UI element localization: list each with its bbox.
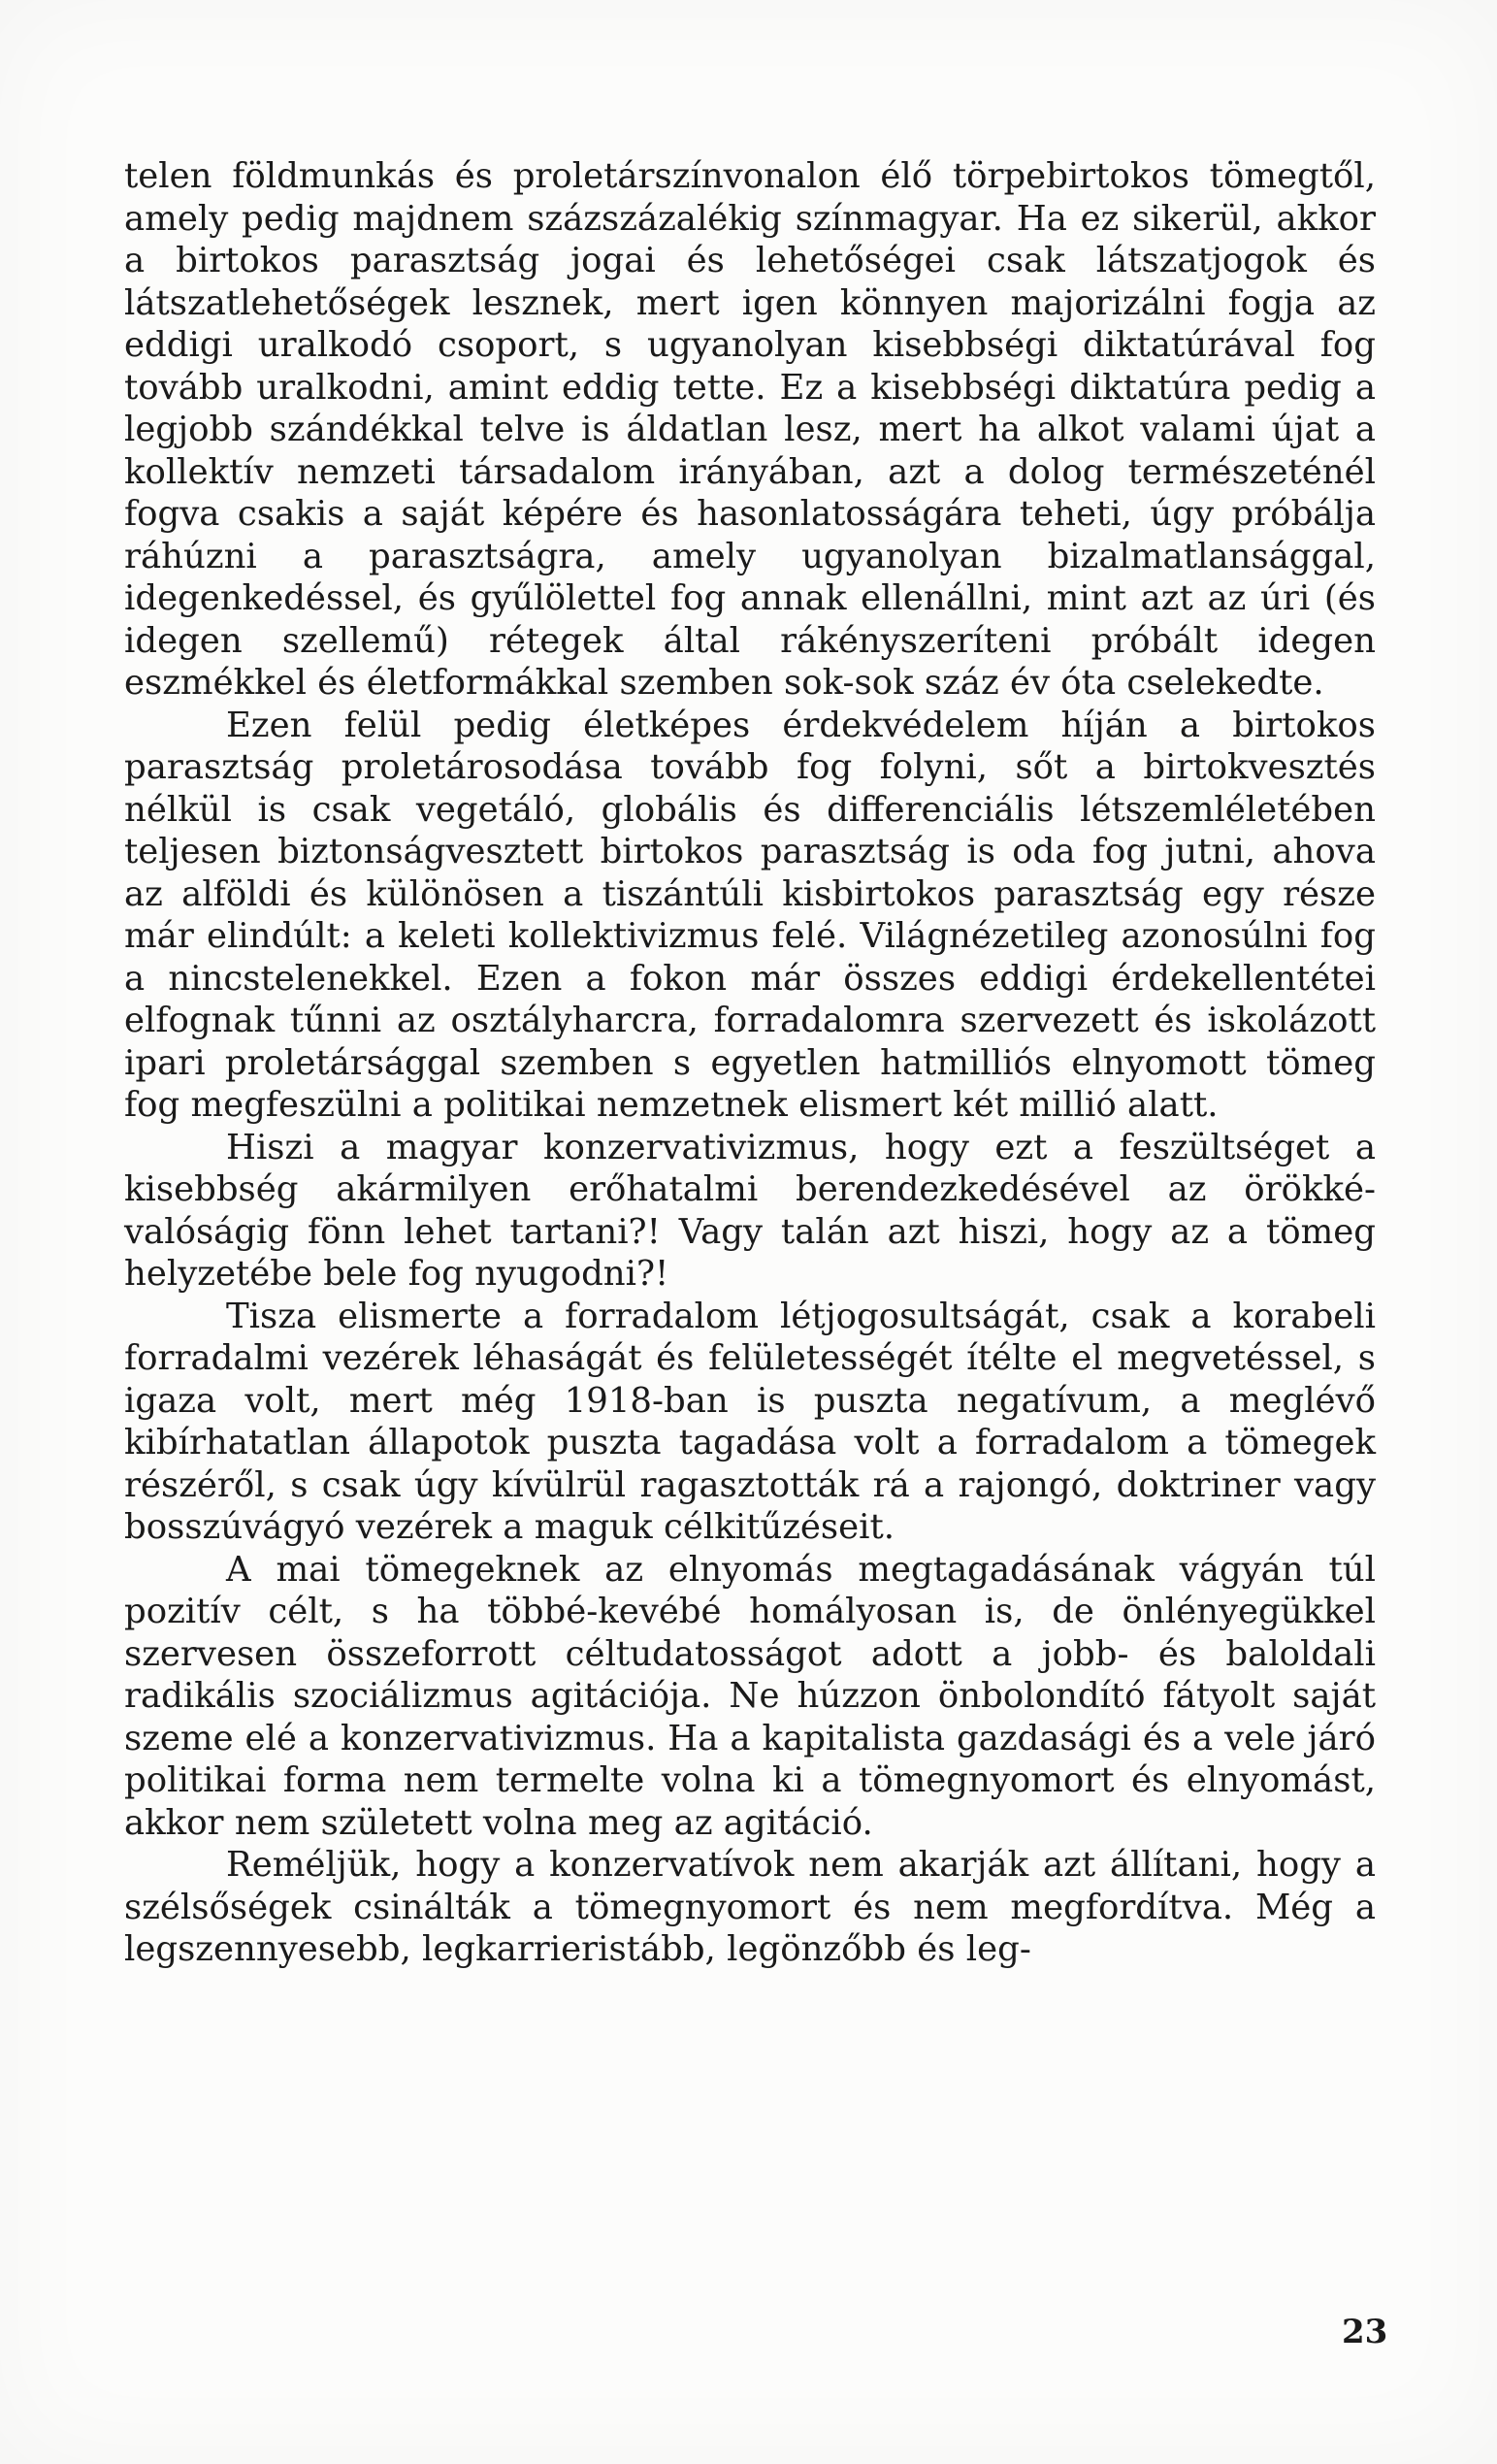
paragraph-6: Reméljük, hogy a konzervatívok nem akarják azt állítani, hogy a szélsőségek csinálták a tömegnyomort és nem megfordítva. Még a legszennyesebb, legkarrieristább, legönzőbb és leg- — [124, 1845, 1376, 1969]
paragraph-1: telen földmunkás és proletárszínvonalon élő törpebirtokos tömegtől, amely pedig majdnem százszázalékig színmagyar. Ha ez sikerül, akkor a birtokos parasztság jogai és lehetőségei csak látszatjogok és látszatlehetőségek lesznek, mert igen könnyen majorizálni fogja az eddigi uralkodó csoport, s ugyanolyan kisebbségi diktatúrával fog tovább uralkodni, amint eddig tette. Ez a kisebbségi diktatúra pedig a legjobb szándékkal telve is áldatlan lesz, mert ha alkot valami újat a kollektív nemzeti társadalom irányában, azt a dolog természeténél fogva csakis a saját képére és hasonlatosságára teheti, úgy próbálja ráhúzni a parasztságra, amely ugyanolyan bizalmatlansággal, idegenkedéssel, és gyűlölettel fog annak ellenállni, mint azt az úri (és idegen szellemű) rétegek által rákényszeríteni próbált idegen eszmékkel és életformákkal szemben sok-sok száz év óta cselekedte. — [124, 156, 1376, 703]
paragraph-5: A mai tömegeknek az elnyomás megtagadásának vágyán túl pozitív célt, s ha többé-kevébé homályosan is, de önlényegükkel szervesen összeforrott céltudatosságot adott a jobb- és baloldali radikális szociálizmus agitációja. Ne húzzon önbolondító fátyolt saját szeme elé a konzervativizmus. Ha a kapitalista gazdasági és a vele járó politikai forma nem termelte volna ki a tömegnyomort és elnyomást, akkor nem született volna meg az agitáció. — [124, 1549, 1376, 1843]
body-text — [124, 155, 1376, 1971]
page-number: 23 — [1342, 2313, 1388, 2351]
paragraph-3: Hiszi a magyar konzervativizmus, hogy ezt a feszültséget a kisebbség akármilyen erőhatalmi berendezkedésével az örökkévalóságig fönn lehet tartani?! Vagy talán azt hiszi, hogy az a tömeg helyzetébe bele fog nyugodni?! — [124, 1127, 1376, 1294]
paragraph-2: Ezen felül pedig életképes érdekvédelem híján a birtokos parasztság proletárosodása tovább fog folyni, sőt a birtokvesztés nélkül is csak vegetáló, globális és differenciális létszemléletében teljesen biztonságvesztett birtokos parasztság is oda fog jutni, ahova az alföldi és különösen a tiszántúli kisbirtokos parasztság egy része már elindúlt: a keleti kollektivizmus felé. Világnézetileg azonosúlni fog a nincstelenekkel. Ezen a fokon már összes eddigi érdekellentétei elfognak tűnni az osztályharcra, forradalomra szervezett és iskolázott ipari proletársággal szemben s egyetlen hatmilliós elnyomott tömeg fog megfeszülni a politikai nemzetnek elismert két millió alatt. — [124, 705, 1376, 1125]
paragraph-4: Tisza elismerte a forradalom létjogosultságát, csak a korabeli forradalmi vezérek léhaságát és felületességét ítélte el megvetéssel, s igaza volt, mert még 1918-ban is puszta negatívum, a meglévő kibírhatatlan állapotok puszta tagadása volt a forradalom a tömegek részéről, s csak úgy kívülrül ragasztották rá a rajongó, doktriner vagy bosszúvágyó vezérek a maguk célkitűzéseit. — [124, 1296, 1376, 1547]
